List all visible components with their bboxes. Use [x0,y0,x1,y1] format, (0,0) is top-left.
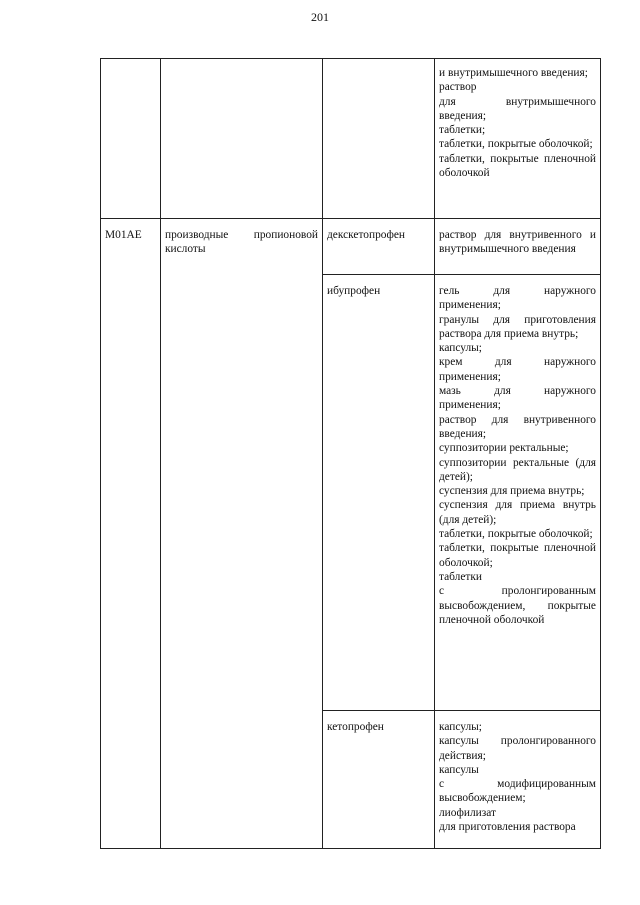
dosage-form: лиофилизат [439,806,496,819]
dosage-form: суппозитории ректальные (для детей); [439,456,596,483]
dosage-form: гранулы для приготовления раствора для приема внутрь; [439,313,596,340]
group-name: производные пропионовой кислоты [161,219,323,849]
dosage-form: капсулы [439,763,479,776]
dosage-forms-cell [435,59,601,219]
dosage-form: суспензия для приема внутрь; [439,485,585,498]
drug-name: кетопрофен [323,711,435,849]
atc-code: M01AE [101,219,161,849]
dosage-form: для приготовления раствора [439,821,576,834]
dosage-form: с пролонгированным высвобождением, покрытые пленочной оболочкой [439,585,596,626]
dosage-form: капсулы пролонгированного действия; [439,735,596,762]
table-row-continuation [101,59,601,219]
dosage-form: для внутримышечного введения; [439,95,596,122]
dosage-form: таблетки, покрытые оболочкой; [439,138,593,151]
drug-name: ибупрофен [323,275,435,711]
dosage-form: гель для наружного применения; [439,285,596,312]
drug-table [100,58,601,849]
code-cell [101,59,161,219]
dosage-form: таблетки, покрытые пленочной оболочкой [439,152,596,180]
dosage-form: раствор для внутривенного и внутримышечного введения [439,229,596,256]
group-name-cell [161,59,323,219]
dosage-form: суппозитории ректальные; [439,442,569,455]
dosage-form: таблетки; [439,124,486,137]
dosage-form: раствор [439,81,477,94]
drug-name-cell [323,59,435,219]
dosage-form: крем для наружного применения; [439,356,596,383]
drug-name: декскетопрофен [323,219,435,275]
dosage-form: капсулы; [439,721,482,733]
dosage-form: таблетки, покрытые пленочной оболочкой; [439,542,596,569]
dosage-form: таблетки [439,570,483,583]
dosage-form: капсулы; [439,342,482,355]
dosage-forms-cell [435,275,601,711]
dosage-forms-cell [435,711,601,849]
table-row [101,219,601,275]
dosage-forms-cell [435,219,601,275]
dosage-form: раствор для внутривенного введения; [439,413,596,440]
page-number: 201 [311,10,329,24]
dosage-form: и внутримышечного введения; [439,67,588,79]
dosage-form: суспензия для приема внутрь (для детей); [439,499,596,526]
dosage-form: мазь для наружного применения; [439,385,596,412]
dosage-form: с модифицированным высвобождением; [439,778,596,805]
dosage-form: таблетки, покрытые оболочкой; [439,528,593,541]
